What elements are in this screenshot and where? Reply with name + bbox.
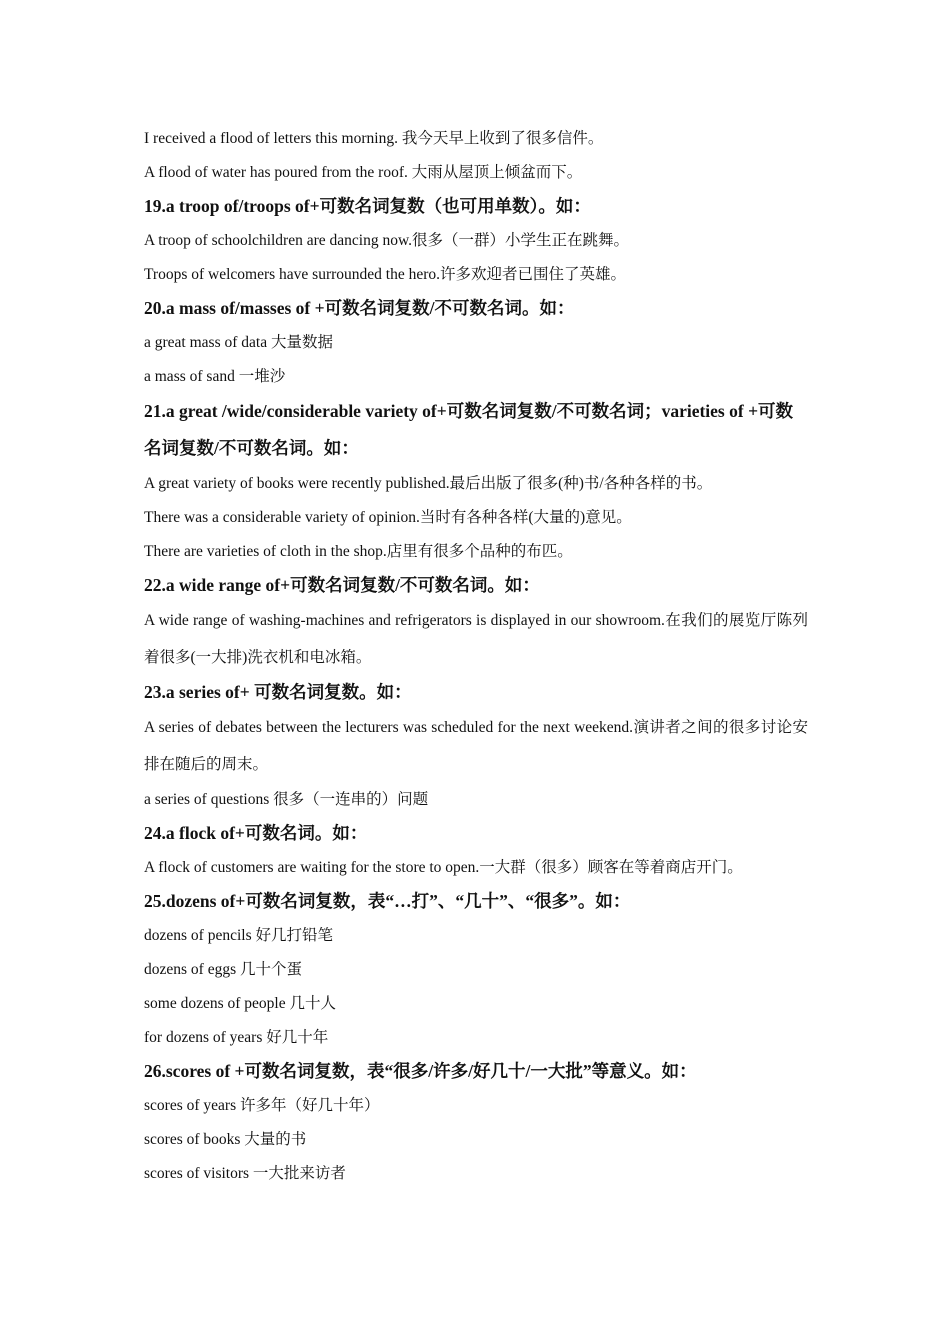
- example-sentence: for dozens of years 好几十年: [144, 1029, 329, 1046]
- example-sentence: A great variety of books were recently published.最后出版了很多(种)书/各种各样的书。: [144, 475, 713, 492]
- section-heading-24: 24.a flock of+可数名词。如：: [144, 823, 368, 843]
- example-sentence: A troop of schoolchildren are dancing now.很多（一群）小学生正在跳舞。: [144, 232, 630, 249]
- example-sentence: There are varieties of cloth in the shop.店里有很多个品种的布匹。: [144, 543, 573, 560]
- example-sentence: a great mass of data 大量数据: [144, 334, 333, 351]
- example-sentence: A flood of water has poured from the roof. 大雨从屋顶上倾盆而下。: [144, 164, 583, 181]
- example-sentence: scores of visitors 一大批来访者: [144, 1165, 346, 1182]
- example-sentence: a mass of sand 一堆沙: [144, 368, 286, 385]
- example-sentence: dozens of pencils 好几打铅笔: [144, 927, 333, 944]
- example-sentence: A series of debates between the lecturers was scheduled for the next weekend.演讲者之间的很多讨论安排在随后的周末。: [144, 719, 808, 773]
- section-heading-22: 22.a wide range of+可数名词复数/不可数名词。如：: [144, 575, 540, 595]
- example-sentence: scores of books 大量的书: [144, 1131, 307, 1148]
- section-heading-20: 20.a mass of/masses of +可数名词复数/不可数名词。如：: [144, 298, 575, 318]
- document-page: [144, 122, 808, 1191]
- example-sentence: Troops of welcomers have surrounded the hero.许多欢迎者已围住了英雄。: [144, 266, 627, 283]
- example-sentence: a series of questions 很多（一连串的）问题: [144, 791, 429, 808]
- example-sentence: A flock of customers are waiting for the store to open.一大群（很多）顾客在等着商店开门。: [144, 859, 743, 876]
- section-heading-26: 26.scores of +可数名词复数，表“很多/许多/好几十/一大批”等意义。如：: [144, 1061, 697, 1081]
- section-heading-25: 25.dozens of+可数名词复数，表“…打”、“几十”、“很多”。如：: [144, 891, 631, 911]
- section-heading-21: 21.a great /wide/considerable variety of+可数名词复数/不可数名词；varieties of +可数名词复数/不可数名词。如：: [144, 401, 794, 458]
- example-sentence: I received a flood of letters this morning. 我今天早上收到了很多信件。: [144, 130, 604, 147]
- section-heading-19: 19.a troop of/troops of+可数名词复数（也可用单数）。如：: [144, 196, 591, 216]
- example-sentence: dozens of eggs 几十个蛋: [144, 961, 302, 978]
- section-heading-23: 23.a series of+ 可数名词复数。如：: [144, 682, 412, 702]
- example-sentence: There was a considerable variety of opinion.当时有各种各样(大量的)意见。: [144, 509, 632, 526]
- example-sentence: some dozens of people 几十人: [144, 995, 336, 1012]
- example-sentence: scores of years 许多年（好几十年）: [144, 1097, 380, 1114]
- example-sentence: A wide range of washing-machines and refrigerators is displayed in our showroom.在我们的展览厅陈列着很多(一大排)洗衣机和电冰箱。: [144, 612, 808, 666]
